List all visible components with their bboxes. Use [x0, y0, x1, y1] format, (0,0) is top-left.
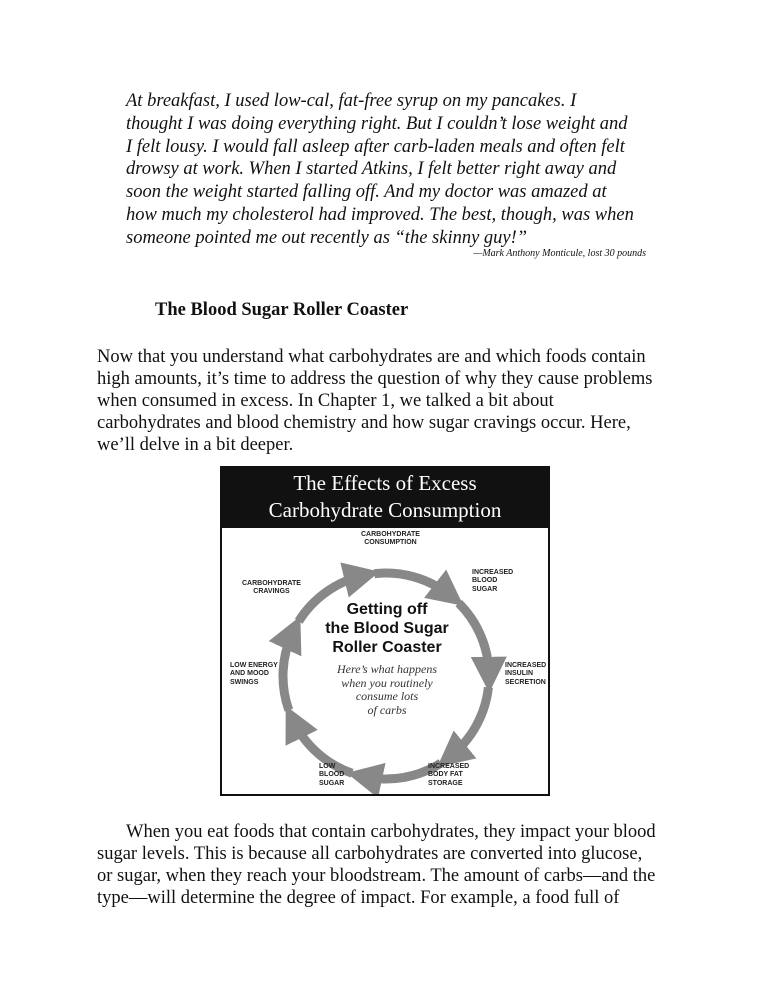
figure-header [222, 468, 548, 528]
quote-line: someone pointed me out recently as “the skinny guy!” [126, 227, 528, 248]
paragraph-line: or sugar, when they reach your bloodstream. The amount of carbs—and the [97, 866, 656, 886]
figure-header-line: Carbohydrate Consumption [268, 498, 502, 522]
quote-line: I felt lousy. I would fall asleep after carb-laden meals and often felt [126, 136, 625, 157]
paragraph-line: high amounts, it’s time to address the question of why they cause problems [97, 369, 653, 389]
cycle-label-increased-body-fat-storage: INCREASED BODY FAT STORAGE [428, 763, 470, 787]
figure-header-line: The Effects of Excess [293, 471, 477, 495]
quote-line: how much my cholesterol had improved. The best, though, was when [126, 204, 634, 225]
cycle-label-low-energy-mood-swings: LOW ENERGY AND MOOD SWINGS [230, 662, 278, 686]
quote-line: soon the weight started falling off. And my doctor was amazed at [126, 182, 607, 203]
cycle-label-increased-insulin-secretion: INCREASED INSULIN SECRETION [505, 662, 547, 686]
cycle-center-subtitle: Here’s what happens when you routinely consume lots of carbs [337, 662, 437, 717]
quote-line: At breakfast, I used low-cal, fat-free syrup on my pancakes. I [126, 91, 577, 111]
quote-line: drowsy at work. When I started Atkins, I felt better right away and [126, 159, 617, 180]
paragraph-line: Now that you understand what carbohydrates are and which foods contain [97, 347, 646, 367]
section-heading: The Blood Sugar Roller Coaster [155, 300, 409, 320]
paragraph-1 [97, 346, 687, 456]
cycle-label-low-blood-sugar: LOW BLOOD SUGAR [319, 763, 345, 787]
paragraph-line: When you eat foods that contain carbohydrates, they impact your blood [126, 822, 656, 842]
quote-attribution: —Mark Anthony Monticule, lost 30 pounds [473, 248, 646, 259]
cycle-arrow-segment [374, 573, 449, 595]
cycle-label-increased-blood-sugar: INCREASED BLOOD SUGAR [472, 569, 514, 593]
quote-line: thought I was doing everything right. But I couldn’t lose weight and [126, 113, 628, 134]
cycle-label-carbohydrate-consumption: CARBOHYDRATE CONSUMPTION [361, 531, 420, 547]
cycle-center-title: Getting off the Blood Sugar Roller Coaster [325, 601, 449, 656]
cycle-arrow-segment [283, 632, 293, 710]
cycle-label-carbohydrate-cravings: CARBOHYDRATE CRAVINGS [242, 580, 301, 596]
paragraph-line: carbohydrates and blood chemistry and how sugar cravings occur. Here, [97, 413, 631, 433]
cycle-ring-graphic [222, 526, 548, 794]
paragraph-line: type—will determine the degree of impact. For example, a food full of [97, 888, 620, 908]
testimonial-quote [126, 90, 656, 250]
cycle-arrow-segment [459, 603, 489, 675]
paragraph-line: we’ll delve in a bit deeper. [97, 435, 294, 455]
paragraph-line: sugar levels. This is because all carbohydrates are converted into glucose, [97, 844, 643, 864]
paragraph-2 [97, 821, 687, 909]
paragraph-line: when consumed in excess. In Chapter 1, we talked a bit about [97, 391, 554, 411]
cycle-diagram-figure [220, 466, 550, 796]
